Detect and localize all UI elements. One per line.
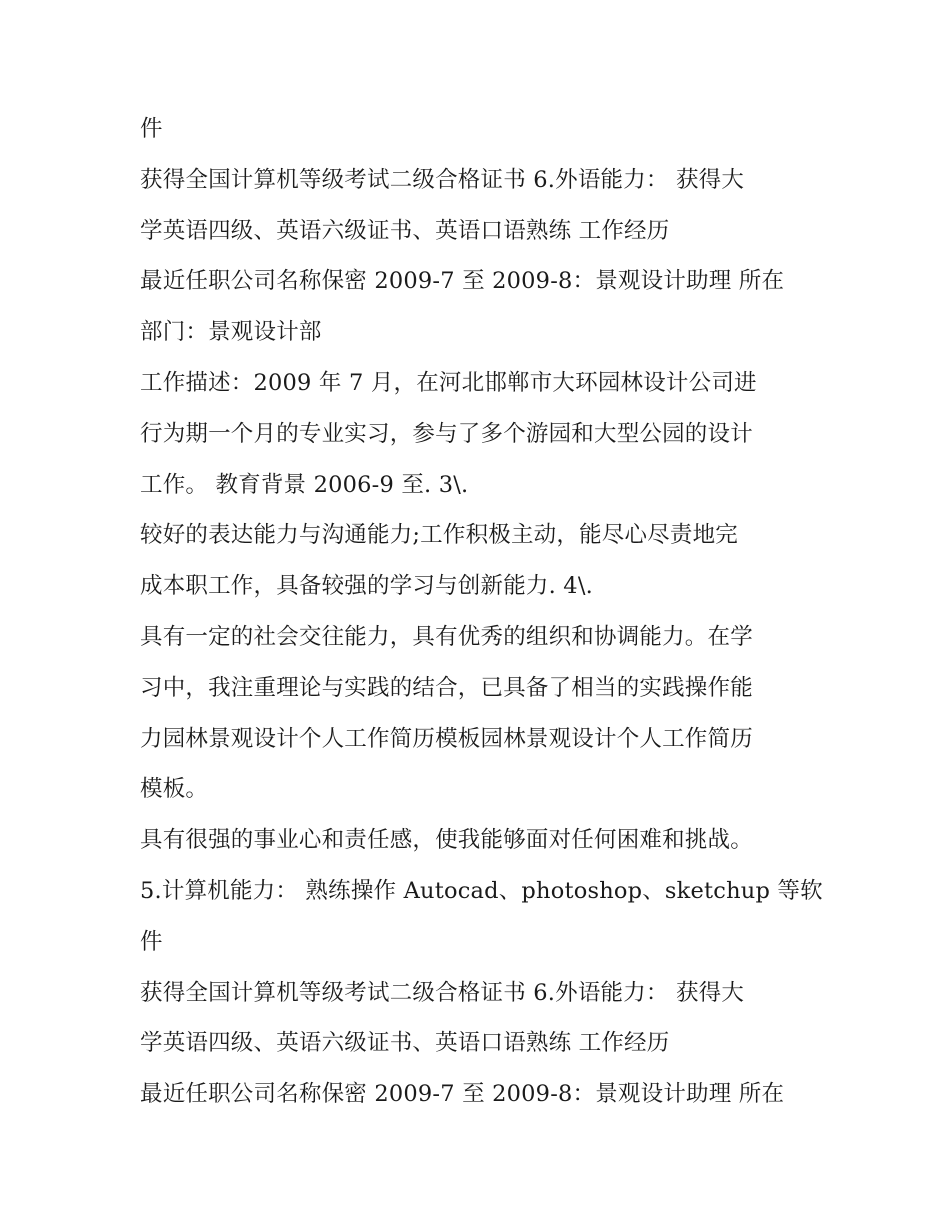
text-line: 学英语四级、英语六级证书、英语口语熟练 工作经历 — [140, 217, 670, 244]
text-line: 学英语四级、英语六级证书、英语口语熟练 工作经历 — [140, 1030, 670, 1057]
text-line: 成本职工作，具备较强的学习与创新能力. 4\. — [140, 573, 593, 600]
text-line: 获得全国计算机等级考试二级合格证书 6.外语能力： 获得大 — [140, 979, 745, 1006]
text-line: 最近任职公司名称保密 2009-7 至 2009-8：景观设计助理 所在 — [140, 268, 785, 295]
text-line: 较好的表达能力与沟通能力;工作积极主动，能尽心尽责地完 — [140, 522, 738, 549]
document-body — [140, 104, 830, 1120]
text-line: 工作描述：2009 年 7 月，在河北邯郸市大环园林设计公司进 — [140, 369, 757, 396]
text-line: 部门：景观设计部 — [140, 319, 322, 346]
text-line: 5.计算机能力： 熟练操作 Autocad、photoshop、sketchup 等软 — [140, 877, 823, 904]
text-line: 具有一定的社会交往能力，具有优秀的组织和协调能力。在学 — [140, 623, 753, 650]
text-line: 件 — [140, 116, 163, 142]
text-line: 力园林景观设计个人工作简历模板园林景观设计个人工作简历 — [140, 725, 753, 752]
text-line: 获得全国计算机等级考试二级合格证书 6.外语能力： 获得大 — [140, 166, 745, 193]
text-line: 件 — [140, 928, 163, 955]
text-line: 习中，我注重理论与实践的结合，已具备了相当的实践操作能 — [140, 674, 753, 701]
text-line: 行为期一个月的专业实习，参与了多个游园和大型公园的设计 — [140, 420, 753, 447]
text-line: 工作。 教育背景 2006-9 至. 3\. — [140, 471, 469, 498]
text-line: 最近任职公司名称保密 2009-7 至 2009-8：景观设计助理 所在 — [140, 1081, 785, 1108]
text-line: 具有很强的事业心和责任感，使我能够面对任何困难和挑战。 — [140, 827, 753, 854]
text-line: 模板。 — [140, 776, 209, 803]
